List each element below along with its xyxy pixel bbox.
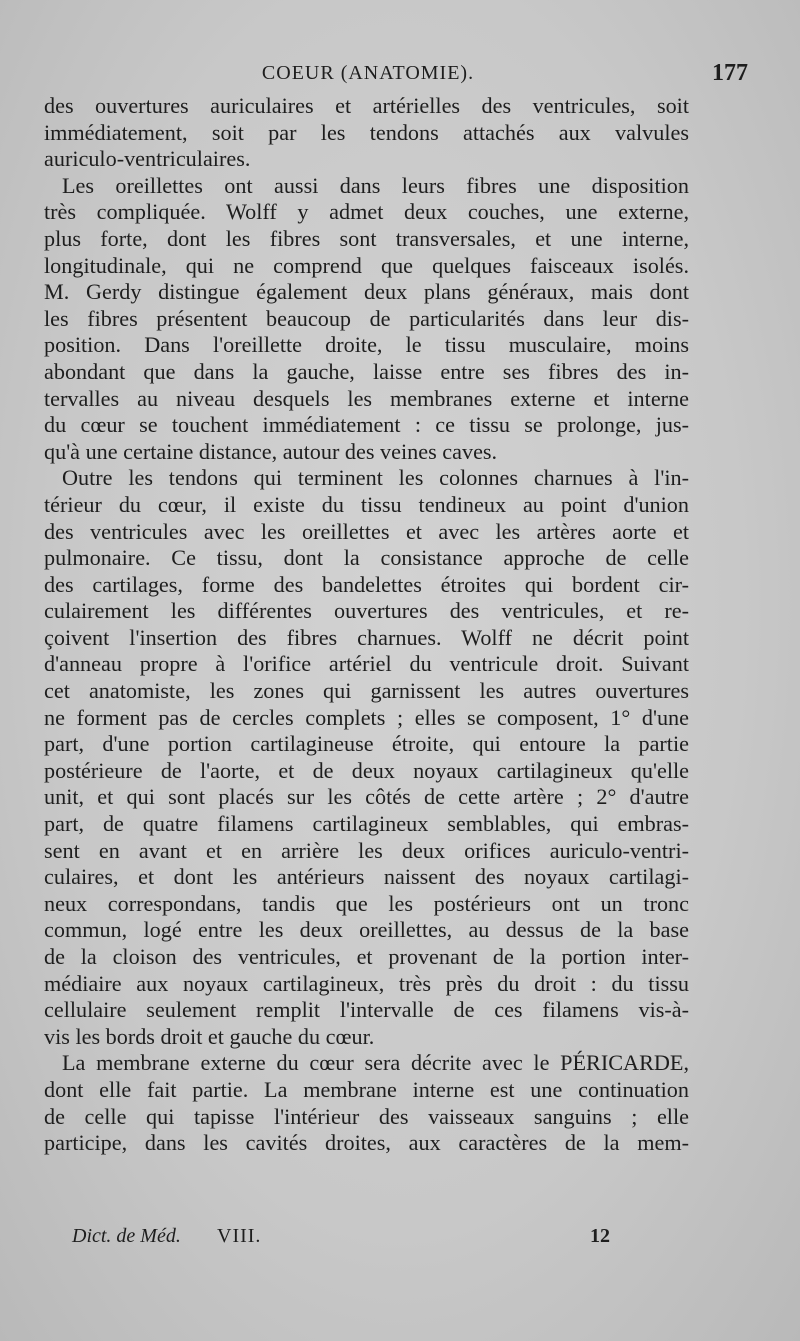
- text-line: postérieure de l'aorte, et de deux noyaux cartilagineux qu'elle: [44, 757, 689, 783]
- text-line: M. Gerdy distingue également deux plans généraux, mais dont: [44, 279, 689, 305]
- text-line: qu'à une certaine distance, autour des veines caves.: [44, 438, 498, 464]
- text-line: térieur du cœur, il existe du tissu tendineux au point d'union: [44, 491, 689, 517]
- text-line: tervalles au niveau desquels les membranes externe et interne: [44, 385, 689, 411]
- text-line: d'anneau propre à l'orifice artériel du ventricule droit. Suivant: [44, 651, 689, 677]
- text-line: très compliquée. Wolff y admet deux couches, une externe,: [44, 199, 689, 225]
- text-line: plus forte, dont les fibres sont transversales, et une interne,: [44, 225, 689, 251]
- text-line: des ventricules avec les oreillettes et avec les artères aorte et: [44, 518, 689, 544]
- text-line: unit, et qui sont placés sur les côtés de cette artère ; 2° d'autre: [44, 784, 689, 810]
- text-line: des ouvertures auriculaires et artérielles des ventricules, soit: [44, 93, 689, 118]
- text-line: longitudinale, qui ne comprend que quelques faisceaux isolés.: [44, 252, 689, 278]
- footer-volume: VIII.: [217, 1225, 262, 1247]
- page-header: [44, 60, 748, 94]
- text-line: part, d'une portion cartilagineuse étroite, qui entoure la partie: [44, 731, 689, 757]
- text-line: position. Dans l'oreillette droite, le tissu musculaire, moins: [44, 332, 689, 358]
- text-line: Les oreillettes ont aussi dans leurs fibres une disposition: [62, 172, 689, 198]
- text-line: commun, logé entre les deux oreillettes, au dessus de la base: [44, 917, 689, 943]
- footer-signature: Dict. de Méd.: [72, 1225, 181, 1247]
- text-line: abondant que dans la gauche, laisse entre ses fibres des in-: [44, 358, 689, 384]
- footer-sheet-number: 12: [590, 1225, 610, 1247]
- text-line: vis les bords droit et gauche du cœur.: [44, 1023, 375, 1049]
- text-line: part, de quatre filamens cartilagineux semblables, qui embras-: [44, 811, 689, 837]
- text-line: de la cloison des ventricules, et provenant de la portion inter-: [44, 944, 689, 969]
- text-line: neux correspondans, tandis que les postérieurs ont un tronc: [44, 890, 689, 916]
- text-line: de celle qui tapisse l'intérieur des vaisseaux sanguins ; elle: [44, 1103, 689, 1129]
- text-line: çoivent l'insertion des fibres charnues. Wolff ne décrit point: [44, 624, 689, 650]
- text-line: sent en avant et en arrière les deux orifices auriculo-ventri-: [44, 837, 689, 863]
- page-footer: [72, 1225, 632, 1255]
- text-line: Outre les tendons qui terminent les colonnes charnues à l'in-: [62, 465, 689, 491]
- text-line: culaires, et dont les antérieurs naissent des noyaux cartilagi-: [44, 864, 689, 890]
- body-text: [44, 93, 689, 1157]
- running-head: COEUR (ANATOMIE).: [261, 62, 475, 84]
- text-line: du cœur se touchent immédiatement : ce tissu se prolonge, jus-: [44, 412, 689, 438]
- text-line: médiaire aux noyaux cartilagineux, très près du droit : du tissu: [44, 970, 689, 996]
- text-line: pulmonaire. Ce tissu, dont la consistance approche de celle: [44, 545, 689, 571]
- text-line: des cartilages, forme des bandelettes étroites qui bordent cir-: [44, 571, 689, 597]
- text-line: auriculo-ventriculaires.: [44, 146, 251, 172]
- text-line: culairement les différentes ouvertures des ventricules, et re-: [44, 598, 689, 624]
- text-line: ne forment pas de cercles complets ; elles se composent, 1° d'une: [44, 704, 689, 730]
- page-number: 177: [712, 60, 748, 86]
- text-line: dont elle fait partie. La membrane interne est une continuation: [44, 1076, 689, 1102]
- text-line: cellulaire seulement remplit l'intervalle de ces filamens vis-à-: [44, 997, 689, 1023]
- text-line: participe, dans les cavités droites, aux caractères de la mem-: [44, 1130, 689, 1156]
- text-line: les fibres présentent beaucoup de particularités dans leur dis-: [44, 305, 689, 331]
- text-line: La membrane externe du cœur sera décrite avec le PÉRICARDE,: [62, 1050, 689, 1076]
- text-line: cet anatomiste, les zones qui garnissent les autres ouvertures: [44, 678, 689, 704]
- text-line: immédiatement, soit par les tendons attachés aux valvules: [44, 119, 689, 145]
